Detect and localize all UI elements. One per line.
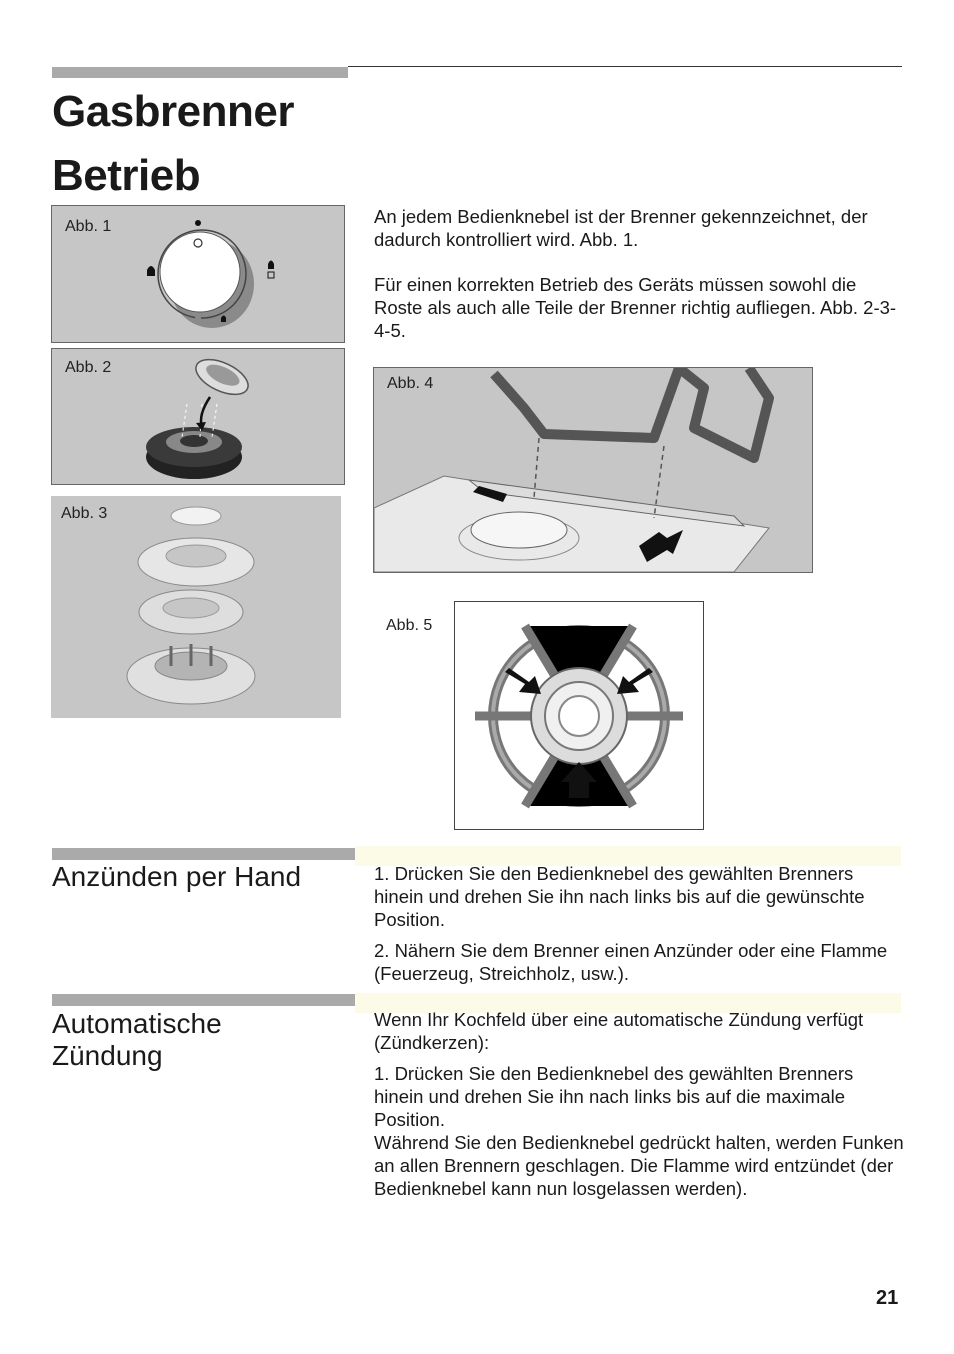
heading-manual-ignition: Anzünden per Hand <box>52 861 302 892</box>
figure-3 <box>51 496 341 718</box>
exploded-burner-illustration <box>51 496 341 718</box>
heading-auto-ignition: Automatische Zündung <box>52 1008 222 1071</box>
burner-cap-illustration <box>52 349 344 484</box>
manual-step-1: 1. Drücken Sie den Bedienknebel des gewählten Brenners hinein und drehen Sie ihn nach links bis auf die gewünschte Position. <box>374 863 865 930</box>
intro-text <box>374 205 904 342</box>
header-rule <box>348 66 902 67</box>
intro-paragraph-2: Für einen korrekten Betrieb des Geräts müssen sowohl die Roste als auch alle Teile der Brenner richtig aufliegen. Abb. 2-3-4-5. <box>374 274 897 341</box>
page-title-line1: Gasbrenner <box>52 87 294 136</box>
section-bar-manual <box>52 848 355 860</box>
auto-step-1: 1. Drücken Sie den Bedienknebel des gewählten Brenners hinein und drehen Sie ihn nach links bis auf die maximale Position. <box>374 1063 854 1130</box>
figure-4 <box>373 367 813 573</box>
intro-paragraph-1: An jedem Bedienknebel ist der Brenner gekennzeichnet, der dadurch kontrolliert wird. Abb. 1. <box>374 206 868 250</box>
auto-step-1b: Während Sie den Bedienknebel gedrückt halten, werden Funken an allen Brennern geschlagen. Die Flamme wird entzündet (der Bedienknebel kann nun losgelassen werden). <box>374 1132 904 1199</box>
figure-2-label: Abb. 2 <box>65 359 112 376</box>
figure-3-label: Abb. 3 <box>61 505 108 522</box>
pan-support-illustration <box>455 602 703 829</box>
grate-illustration <box>374 368 812 572</box>
figure-5 <box>454 601 704 830</box>
figure-1 <box>51 205 345 343</box>
figure-1-label: Abb. 1 <box>65 218 112 235</box>
section-bar-auto <box>52 994 355 1006</box>
manual-step-2: 2. Nähern Sie dem Brenner einen Anzünder oder eine Flamme (Feuerzeug, Streichholz, usw.). <box>374 940 888 984</box>
auto-ignition-text <box>374 1008 904 1200</box>
figure-4-label: Abb. 4 <box>387 375 434 392</box>
auto-intro: Wenn Ihr Kochfeld über eine automatische Zündung verfügt (Zündkerzen): <box>374 1009 864 1053</box>
manual-ignition-text <box>374 862 904 985</box>
figure-5-label: Abb. 5 <box>386 617 433 634</box>
page-number: 21 <box>876 1287 899 1309</box>
knob-illustration <box>52 206 344 342</box>
page-title-line2: Betrieb <box>52 151 201 200</box>
header-bar <box>52 67 348 78</box>
figure-2 <box>51 348 345 485</box>
